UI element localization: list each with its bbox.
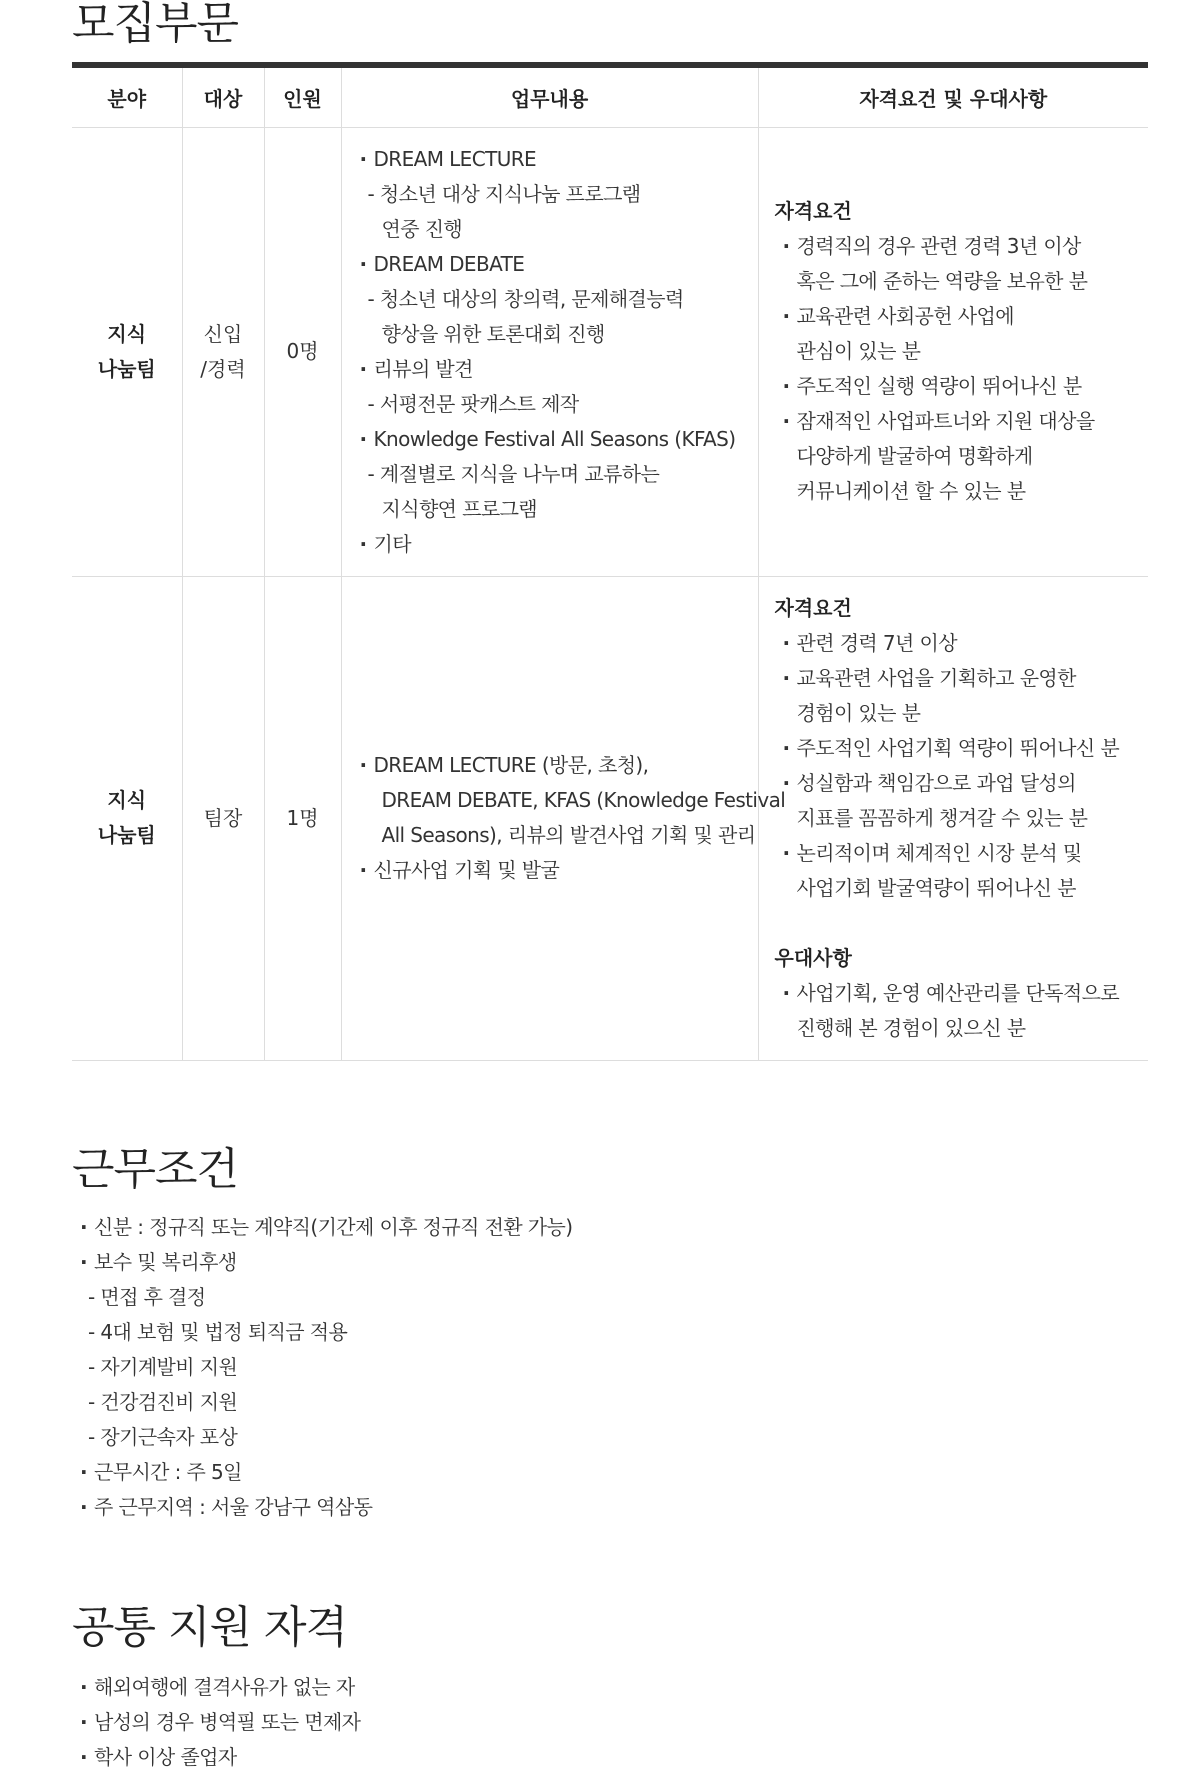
qualification-item-cont: 다양하게 발굴하여 명확하게 [796, 444, 1033, 468]
target-cell [182, 127, 264, 576]
qualification-item: · 성실함과 책임감으로 과업 달성의 [775, 766, 1135, 801]
count-value: 0명 [286, 339, 319, 363]
qualification-item-cont: 혹은 그에 준하는 역량을 보유한 분 [796, 269, 1088, 293]
duty-subitem: - 서평전문 팟캐스트 제작 [367, 391, 579, 416]
list-subitem: - 4대 보험 및 법정 퇴직금 적용 [88, 1320, 348, 1344]
duty-item: · DREAM DEBATE [360, 247, 742, 282]
qualification-item-cont: 관심이 있는 분 [796, 339, 921, 363]
qualifications-cell [758, 127, 1148, 576]
duty-subitem: - 계절별로 지식을 나누며 교류하는 [367, 461, 660, 486]
duty-subitem: - 청소년 대상 지식나눔 프로그램 [367, 181, 641, 206]
list-item: · 보수 및 복리후생 [80, 1245, 572, 1280]
table-row [72, 576, 1148, 1060]
duty-subitem-cont: 지식향연 프로그램 [381, 496, 538, 521]
field-line: 나눔팀 [97, 823, 156, 847]
list-item: · 해외여행에 결격사유가 없는 자 [80, 1670, 360, 1705]
duty-item: · 신규사업 기획 및 발굴 [360, 853, 742, 888]
recruit-table-wrapper [72, 62, 1148, 1061]
list-subitem: - 장기근속자 포상 [88, 1425, 238, 1449]
field-cell [72, 127, 182, 576]
conditions-list [80, 1210, 572, 1525]
list-item: · 근무시간 : 주 5일 [80, 1455, 572, 1490]
qualification-item-cont: 사업기회 발굴역량이 뛰어나신 분 [796, 875, 1076, 900]
qualification-item: · 논리적이며 체계적인 시장 분석 및 [775, 836, 1135, 871]
header-qualifications: 자격요건 및 우대사항 [758, 65, 1148, 127]
field-line: 나눔팀 [97, 356, 156, 381]
duty-subitem-cont: 향상을 위한 토론대회 진행 [381, 321, 605, 346]
duty-item-cont: All Seasons), 리뷰의 발견사업 기획 및 관리 [381, 823, 756, 847]
table-row [72, 127, 1148, 576]
target-line: /경력 [200, 356, 246, 381]
preference-item: · 사업기획, 운영 예산관리를 단독적으로 [775, 976, 1135, 1011]
list-item: · 신분 : 정규직 또는 계약직(기간제 이후 정규직 전환 가능) [80, 1210, 572, 1245]
duty-item: · 리뷰의 발견 [360, 352, 742, 387]
qualifications-cell [758, 576, 1148, 1060]
common-qualifications-list [80, 1670, 360, 1775]
duty-item-cont: DREAM DEBATE, KFAS (Knowledge Festival [381, 788, 786, 812]
field-cell [72, 576, 182, 1060]
count-cell [264, 127, 341, 576]
qualification-item: · 교육관련 사업을 기획하고 운영한 [775, 661, 1135, 696]
list-item: · 남성의 경우 병역필 또는 면제자 [80, 1705, 360, 1740]
recruit-table [72, 62, 1148, 1061]
section-title-recruit: 모집부문 [72, 0, 239, 49]
list-item: · 학사 이상 졸업자 [80, 1740, 360, 1775]
header-duties: 업무내용 [341, 65, 758, 127]
target-line: 팀장 [203, 805, 243, 830]
field-line: 지식 [107, 788, 147, 812]
qualification-item: · 경력직의 경우 관련 경력 3년 이상 [775, 229, 1135, 264]
qualification-heading: 자격요건 [774, 595, 852, 620]
duty-subitem: - 청소년 대상의 창의력, 문제해결능력 [367, 286, 684, 311]
target-line: 신입 [203, 321, 243, 346]
section-title-conditions: 근무조건 [72, 1144, 239, 1195]
duty-item: · 기타 [360, 527, 742, 562]
spacer [775, 906, 1135, 941]
qualification-item: · 잠재적인 사업파트너와 지원 대상을 [775, 404, 1135, 439]
header-target: 대상 [182, 65, 264, 127]
duties-cell [341, 127, 758, 576]
count-value: 1명 [286, 805, 319, 830]
duty-item: · DREAM LECTURE (방문, 초청), [360, 748, 742, 783]
header-count: 인원 [264, 65, 341, 127]
qualification-heading: 자격요건 [774, 199, 852, 223]
duty-item: · DREAM LECTURE [360, 142, 742, 177]
preference-item-cont: 진행해 본 경험이 있으신 분 [796, 1015, 1026, 1040]
qualification-item-cont: 경험이 있는 분 [796, 700, 921, 725]
qualification-item: · 주도적인 실행 역량이 뛰어나신 분 [775, 369, 1135, 404]
field-line: 지식 [107, 321, 147, 346]
list-subitem: - 면접 후 결정 [88, 1285, 206, 1309]
qualification-item: · 주도적인 사업기획 역량이 뛰어나신 분 [775, 731, 1135, 766]
count-cell [264, 576, 341, 1060]
header-field: 분야 [72, 65, 182, 127]
qualification-item-cont: 지표를 꼼꼼하게 챙겨갈 수 있는 분 [796, 805, 1088, 830]
list-subitem: - 건강검진비 지원 [88, 1390, 238, 1414]
duty-subitem-cont: 연중 진행 [381, 216, 463, 241]
qualification-item: · 관련 경력 7년 이상 [775, 626, 1135, 661]
preference-heading: 우대사항 [774, 945, 852, 970]
list-subitem: - 자기계발비 지원 [88, 1355, 238, 1379]
duties-cell [341, 576, 786, 1060]
section-title-common-qualifications: 공통 지원 자격 [72, 1602, 347, 1653]
qualification-item: · 교육관련 사회공헌 사업에 [775, 299, 1135, 334]
qualification-item-cont: 커뮤니케이션 할 수 있는 분 [796, 479, 1026, 503]
duty-item: · Knowledge Festival All Seasons (KFAS) [360, 422, 742, 457]
target-cell [182, 576, 264, 1060]
table-header-row [72, 65, 1148, 127]
list-item: · 주 근무지역 : 서울 강남구 역삼동 [80, 1490, 572, 1525]
